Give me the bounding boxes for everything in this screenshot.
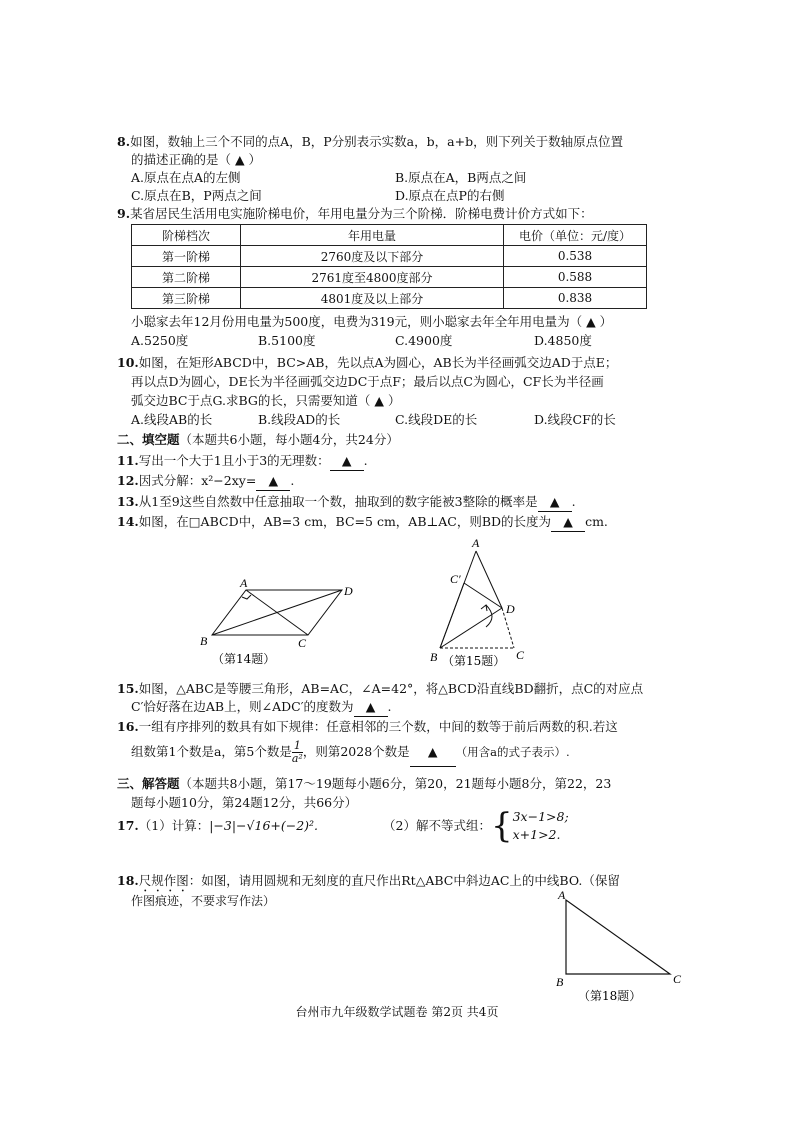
q9-number: 9. <box>117 206 131 221</box>
section3-desc: （本题共8小题，第17～19题每小题6分，第20，21题每小题8分，第22，23 <box>179 776 612 791</box>
table-cell: 2761度至4800度部分 <box>241 267 504 288</box>
table-cell: 第二阶梯 <box>132 267 241 288</box>
fraction-one-over-a-squared <box>292 740 303 765</box>
fig15-caption: （第15题） <box>442 654 506 668</box>
q9-line2: 小聪家去年12月份用电量为500度，电费为319元，则小聪家去年全年用电量为（ ▲ ） <box>131 314 613 329</box>
table-cell: 0.588 <box>504 267 647 288</box>
q17-part2-label: （2）解不等式组： <box>383 818 491 833</box>
fig15-label-c-prime: C′ <box>450 572 461 586</box>
q15-number: 15. <box>117 681 139 696</box>
q8-line2: 的描述正确的是（ ▲ ） <box>131 152 262 167</box>
q9-option-c: C.4900度 <box>395 333 453 348</box>
q9-option-b: B.5100度 <box>258 333 316 348</box>
table-header-cell: 电价（单位：元/度） <box>504 225 647 246</box>
q12-number: 12. <box>117 473 139 488</box>
q10-option-c: C.线段DE的长 <box>395 412 478 427</box>
q18-emphasis: 尺规作图 <box>138 873 189 888</box>
q16-number: 16. <box>117 719 139 734</box>
q12-end: . <box>290 473 295 488</box>
answer-blank[interactable]: ▲ <box>410 738 456 767</box>
right-angle-mark <box>242 595 251 599</box>
fig15-label-a: A <box>472 536 480 550</box>
table-cell: 0.538 <box>504 246 647 267</box>
q16-note: （用含a的式子表示）. <box>455 745 570 759</box>
inequality-1: 3x−1>8; <box>512 809 569 824</box>
q18-line2: 作图痕迹，不要求写作法） <box>131 894 276 908</box>
fraction-numerator: 1 <box>293 739 301 752</box>
q13-end: . <box>571 494 576 509</box>
triangle-abc <box>566 900 670 974</box>
figure-18-right-triangle <box>550 888 690 1008</box>
table-cell: 4801度及以上部分 <box>241 288 504 309</box>
system-brace: { <box>490 806 513 846</box>
section2-heading <box>117 431 399 449</box>
q15-stem-2: C′恰好落在边AB上，则∠ADC′的度数为 <box>131 699 354 714</box>
q10-option-a: A.线段AB的长 <box>131 412 213 427</box>
q13-number: 13. <box>117 494 139 509</box>
fig15-label-c: C <box>516 648 525 662</box>
q16-stem-3: ，则第2028个数是 <box>302 744 410 759</box>
segment-bd <box>440 608 502 648</box>
answer-blank[interactable]: ▲ <box>256 472 290 491</box>
q10-option-d: D.线段CF的长 <box>534 412 616 427</box>
q11-end: . <box>363 453 368 468</box>
section3-desc-2: 题每小题10分，第24题12分，共66分） <box>131 795 358 810</box>
q10-stem: 如图，在矩形ABCD中，BC>AB，先以点A为圆心，AB长为半径画弧交边AD于点E； <box>138 355 618 370</box>
q18-number: 18. <box>117 873 139 888</box>
table-row <box>132 288 647 309</box>
q8-number: 8. <box>117 134 131 149</box>
q8-option-a: A.原点在点A的左侧 <box>131 170 241 185</box>
table-header-cell: 年用电量 <box>241 225 504 246</box>
q8-option-c: C.原点在B，P两点之间 <box>131 188 262 203</box>
q10-line3: 弧交边BC于点G.求BG的长，只需要知道（ ▲ ） <box>131 393 401 408</box>
q9-line1 <box>117 205 593 223</box>
inequality-system <box>513 808 569 844</box>
fig15-label-b: B <box>430 650 438 664</box>
answer-blank[interactable]: ▲ <box>330 452 364 471</box>
table-header-row <box>132 225 647 246</box>
q15-line2 <box>131 698 392 717</box>
q11-number: 11. <box>117 453 139 468</box>
q15-stem: 如图，△ABC是等腰三角形，AB=AC，∠A=42°，将△BCD沿直线BD翻折，点C的对应点 <box>138 681 644 696</box>
q9-option-a: A.5250度 <box>131 333 189 348</box>
fraction-denominator: a² <box>291 752 303 765</box>
q8-option-b: B.原点在A，B两点之间 <box>395 170 527 185</box>
q17-part2 <box>383 808 569 844</box>
q8-line1 <box>117 133 623 151</box>
q8-stem: 如图，数轴上三个不同的点A，B，P分别表示实数a，b，a+b，则下列关于数轴原点位置 <box>130 134 624 149</box>
q17-expression: |−3|−√16+(−2)². <box>209 818 319 833</box>
diagonal-bd <box>212 590 342 635</box>
section3-title: 三、解答题 <box>117 776 180 791</box>
fig18-label-c: C <box>673 972 682 986</box>
q10-line1 <box>117 354 617 372</box>
q10-line2: 再以点D为圆心，DE长为半径画弧交边DC于点F；最后以点C为圆心，CF长为半径画 <box>131 374 604 389</box>
q16-line1 <box>117 718 618 736</box>
fig14-label-b: B <box>200 634 208 648</box>
q18-stem: ：如图，请用圆规和无刻度的直尺作出Rt△ABC中斜边AC上的中线BO.（保留 <box>188 873 620 888</box>
fold-arrowhead <box>481 605 487 611</box>
table-row <box>132 267 647 288</box>
table-row <box>132 246 647 267</box>
table-header-cell: 阶梯档次 <box>132 225 241 246</box>
q13 <box>117 493 576 512</box>
inequality-2: x+1>2. <box>512 827 561 842</box>
fig18-label-b: B <box>556 975 564 989</box>
segment-b-c-prime <box>440 583 464 648</box>
answer-blank[interactable]: ▲ <box>551 513 585 532</box>
section2-title: 二、填空题 <box>117 432 180 447</box>
q14-number: 14. <box>117 514 139 529</box>
q16-line2 <box>131 738 570 767</box>
answer-blank[interactable]: ▲ <box>354 698 388 717</box>
q17-number: 17. <box>117 818 139 833</box>
section3-heading <box>117 775 611 793</box>
fig14-label-c: C <box>298 636 307 650</box>
q13-text: 从1至9这些自然数中任意抽取一个数，抽取到的数字能被3整除的概率是 <box>138 494 538 509</box>
q12 <box>117 472 294 491</box>
q16-stem: 一组有序排列的数具有如下规律：任意相邻的三个数，中间的数等于前后两数的积.若这 <box>138 719 618 734</box>
q15-end: . <box>387 699 392 714</box>
q12-text: 因式分解：x²−2xy= <box>138 473 257 488</box>
q14 <box>117 513 608 532</box>
tariff-table <box>131 224 647 309</box>
q11 <box>117 452 368 471</box>
q9-stem: 某省居民生活用电实施阶梯电价，年用电量分为三个阶梯．阶梯电费计价方式如下： <box>130 206 593 221</box>
page-footer: 台州市九年级数学试题卷 第2页 共4页 <box>295 1005 499 1019</box>
fig18-label-a: A <box>558 888 566 902</box>
q14-text: 如图，在□ABCD中，AB=3 cm，BC=5 cm，AB⊥AC，则BD的长度为 <box>138 514 552 529</box>
q8-option-d: D.原点在点P的右侧 <box>395 188 505 203</box>
table-cell: 2760度及以下部分 <box>241 246 504 267</box>
q15-line1 <box>117 680 643 698</box>
table-cell: 第三阶梯 <box>132 288 241 309</box>
figure-15-triangle <box>420 535 550 675</box>
fig18-caption: （第18题） <box>578 989 642 1003</box>
table-cell: 第一阶梯 <box>132 246 241 267</box>
fig14-label-d: D <box>344 584 353 598</box>
section2-desc: （本题共6小题，每小题4分，共24分） <box>179 432 399 447</box>
figure-14-parallelogram <box>190 575 360 670</box>
fig14-label-a: A <box>240 576 248 590</box>
q17-part1 <box>117 817 318 835</box>
q10-option-b: B.线段AD的长 <box>258 412 341 427</box>
fig15-label-d: D <box>506 602 515 616</box>
q16-stem-2: 组数第1个数是a，第5个数是 <box>131 744 292 759</box>
table-cell: 0.838 <box>504 288 647 309</box>
q10-number: 10. <box>117 355 139 370</box>
q14-end: cm. <box>585 514 608 529</box>
q11-text: 写出一个大于1且小于3的无理数： <box>138 453 330 468</box>
q17-part1-label: （1）计算： <box>138 818 210 833</box>
q9-option-d: D.4850度 <box>534 333 592 348</box>
fig14-caption: （第14题） <box>212 652 276 666</box>
answer-blank[interactable]: ▲ <box>538 493 572 512</box>
